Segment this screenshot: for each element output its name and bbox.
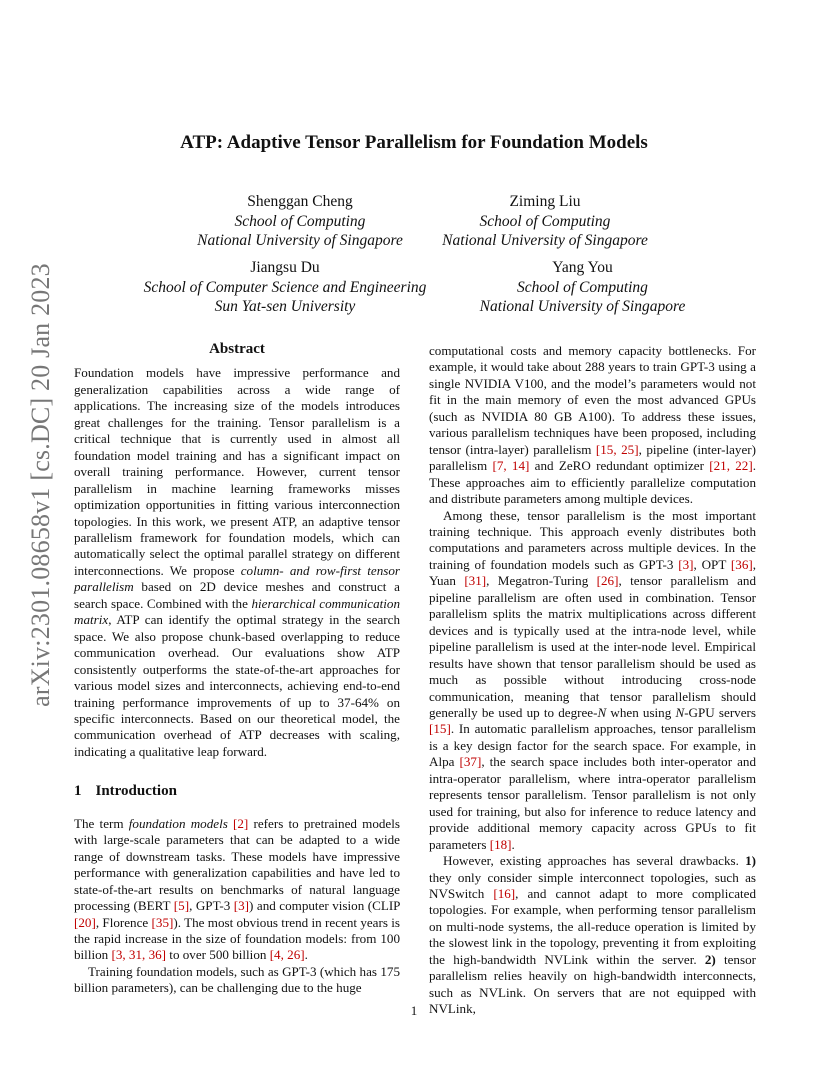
- citation-link[interactable]: [37]: [459, 754, 482, 770]
- citation-link[interactable]: [15]: [429, 721, 451, 737]
- page-number: 1: [410, 1003, 418, 1018]
- arxiv-identifier-stamp: [16, 263, 66, 707]
- author-block-4: [465, 258, 700, 317]
- citation-link[interactable]: [31]: [464, 573, 487, 589]
- citation-link[interactable]: [3]: [233, 898, 250, 914]
- citation-link[interactable]: [16]: [493, 885, 516, 901]
- abstract-text: Foundation models have impressive performance and generalization capabilities across a wide range of applications. The increasing size of the models introduces great challenges for the training. Tensor parallelism is a critical technique that is currently used in almost all foundation model training and has a significant impact on overall training performance. However, current tensor parallelism in machine learning frameworks misses optimization opportunities in fitting various interconnection topologies. In this work, we present ATP, an adaptive tensor parallelism framework for foundation models, which can automatically select the optimal parallel strategy on different interconnections. We propose column- and row-first tensor parallelism based on 2D device meshes and construct a search space. Combined with the hierarchical communication matrix, ATP can identify the optimal strategy in the search space. We also propose chunk-based overlapping to reduce communication overhead. Our evaluations show ATP consistently outperforms the state-of-the-art approaches for various model sizes and interconnects, achieving end-to-end training performance improvements of up to 37-64% on specific interconnects. Based on our theoretical model, the communication overhead of ATP decreases with scaling, indicating a qualitative leap forward.: [74, 365, 400, 759]
- author-name: Yang You: [552, 259, 613, 276]
- author-affiliation-dept: School of Computer Science and Engineering: [143, 278, 427, 296]
- arxiv-identifier: arXiv:2301.08658v1 [cs.DC] 20 Jan 2023: [26, 263, 55, 707]
- author-affiliation-dept: School of Computing: [479, 212, 611, 230]
- author-block-2: [430, 192, 660, 251]
- right-column: [429, 343, 756, 1018]
- author-name: Jiangsu Du: [250, 259, 320, 276]
- author-block-1: [190, 192, 410, 251]
- citation-link[interactable]: [2]: [233, 815, 249, 831]
- right-paragraph-1: computational costs and memory capacity bottlenecks. For example, it would take about 288 years to train GPT-3 using a single NVIDIA V100, and the model’s parameters would not fit in the main memory of even the most advanced GPUs (such as NVIDIA 80 GB A100). To address these issues, various parallelism techniques have been proposed, including tensor (intra-layer) parallelism [15, 25], pipeline (inter-layer) parallelism [7, 14] and ZeRO redundant optimizer [21, 22]. These approaches aim to efficiently parallelize computation and distribute parameters among multiple devices.: [429, 343, 756, 507]
- author-affiliation-inst: Sun Yat-sen University: [214, 298, 356, 315]
- citation-link[interactable]: [35]: [151, 914, 174, 930]
- author-block-3: [130, 258, 440, 317]
- citation-link[interactable]: [21, 22]: [709, 458, 753, 474]
- citation-link[interactable]: [15, 25]: [595, 441, 639, 457]
- citation-link[interactable]: [26]: [596, 573, 619, 589]
- author-affiliation-dept: School of Computing: [517, 278, 648, 296]
- author-affiliation-inst: National University of Singapore: [442, 232, 648, 249]
- paper-title: ATP: Adaptive Tensor Parallelism for Foundation Models: [180, 132, 648, 153]
- citation-link[interactable]: [4, 26]: [269, 947, 305, 963]
- citation-link[interactable]: [18]: [489, 836, 512, 852]
- citation-link[interactable]: [7, 14]: [492, 458, 530, 474]
- intro-paragraph-2: Training foundation models, such as GPT-3 (which has 175 billion parameters), can be challenging due to the huge: [74, 963, 400, 996]
- intro-paragraph-1: The term foundation models [2] refers to pretrained models with large-scale parameters that can be adapted to a wide range of downstream tasks. These models have impressive performance with generalization capabilities and have led to state-of-the-art results on benchmarks of natural language processing (BERT [5], GPT-3 [3]) and computer vision (CLIP [20], Florence [35]). The most obvious trend in recent years is the rapid increase in the size of foundation models: from 100 billion [3, 31, 36] to over 500 billion [4, 26].: [74, 815, 400, 963]
- right-paragraph-2: Among these, tensor parallelism is the most important training technique. This approach evenly distributes both computations and parameters across multiple devices. In the training of foundation models such as GPT-3 [3], OPT [36], Yuan [31], Megatron-Turing [26], tensor parallelism and pipeline parallelism are often used in combination. Tensor parallelism splits the matrix multiplications across different devices and is typically used at the intra-node level, while pipeline parallelism is used at the inter-node level. Empirical results have shown that tensor parallelism should be used as much as possible without introducing cross-node communication, meaning that tensor parallelism should generally be used up to degree-N when using N-GPU servers [15]. In automatic parallelism approaches, tensor parallelism is a key design factor for the search space. For example, in Alpa [37], the search space includes both inter-operator and intra-operator parallelism, where intra-operator parallelism represents tensor parallelism. Tensor parallelism is not only used for training, but also for inference to reduce latency and provide additional memory capacity across GPUs to fit parameters [18].: [429, 507, 757, 852]
- abstract-heading: Abstract: [209, 341, 265, 357]
- citation-link[interactable]: [3]: [678, 556, 694, 572]
- citation-link[interactable]: [20]: [74, 914, 96, 930]
- right-paragraph-3: However, existing approaches has several drawbacks. 1) they only consider simple interconnect topologies, such as NVSwitch [16], and cannot adapt to more complicated topologies. For example, when performing tensor parallelism on multi-node systems, the all-reduce operation is limited by the slowest link in the topology, preventing it from exploiting the high-bandwidth NVLink within the server. 2) tensor parallelism relies heavily on high-bandwidth interconnects, such as NVLink. On servers that are not equipped with NVLink,: [429, 853, 756, 1017]
- citation-link[interactable]: [36]: [730, 556, 753, 572]
- author-affiliation-inst: National University of Singapore: [197, 232, 403, 249]
- section-heading-introduction: 1 Introduction: [74, 783, 177, 800]
- author-name: Ziming Liu: [509, 193, 581, 210]
- citation-link[interactable]: [3, 31, 36]: [111, 947, 167, 963]
- author-affiliation-inst: National University of Singapore: [479, 298, 686, 315]
- author-name: Shenggan Cheng: [247, 193, 353, 210]
- author-affiliation-dept: School of Computing: [234, 212, 366, 230]
- left-column: [74, 341, 400, 997]
- citation-link[interactable]: [5]: [173, 898, 190, 914]
